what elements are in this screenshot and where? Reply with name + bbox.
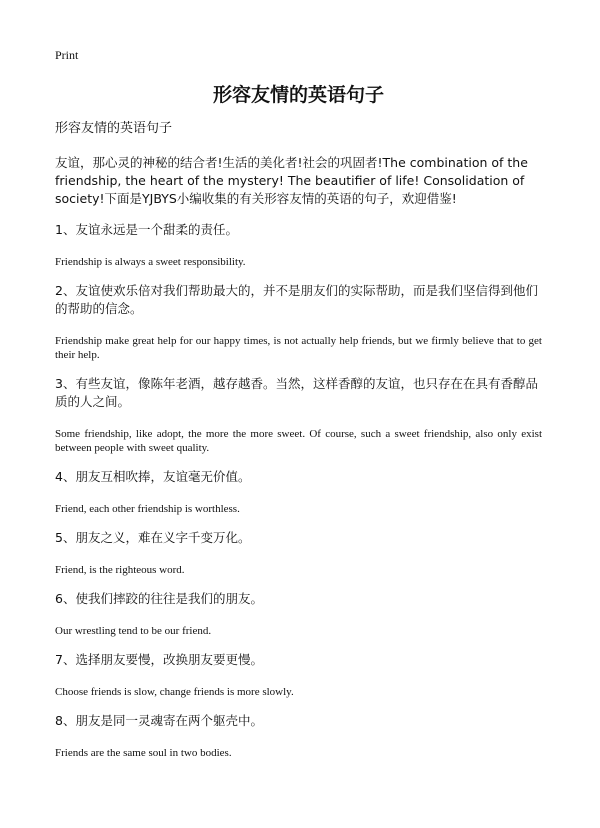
quote-chinese: 6、使我们摔跤的往往是我们的朋友。 bbox=[55, 591, 263, 606]
quote-chinese: 3、有些友谊，像陈年老酒，越存越香。当然，这样香醇的友谊，也只存在在具有香醇品质的人之间。 bbox=[55, 376, 538, 409]
intro-paragraph: 友谊，那心灵的神秘的结合者!生活的美化者!社会的巩固者!The combination of the friendship, the heart of the mystery! The beautifier of life! Consolidation of society!下面是YJBYS小编收集的有关形容友情的英语的句子，欢迎借鉴! bbox=[55, 155, 528, 206]
quote-english: Friend, each other friendship is worthless. bbox=[55, 503, 240, 515]
quote-item bbox=[55, 590, 542, 638]
quote-chinese: 4、朋友互相吹捧，友谊毫无价值。 bbox=[55, 469, 251, 484]
quote-english: Choose friends is slow, change friends is more slowly. bbox=[55, 686, 294, 698]
quote-item bbox=[55, 529, 542, 577]
quote-item bbox=[55, 468, 542, 516]
quote-chinese: 2、友谊使欢乐倍对我们帮助最大的，并不是朋友们的实际帮助，而是我们坚信得到他们的帮助的信念。 bbox=[55, 283, 538, 316]
quote-item bbox=[55, 712, 542, 760]
quote-english: Some friendship, like adopt, the more the more sweet. Of course, such a sweet friendship, also only exist between people with sweet quality. bbox=[55, 428, 542, 454]
quote-chinese: 7、选择朋友要慢，改换朋友要更慢。 bbox=[55, 652, 263, 667]
quote-chinese: 8、朋友是同一灵魂寄在两个躯壳中。 bbox=[55, 713, 263, 728]
quote-item bbox=[55, 282, 542, 362]
document-subtitle: 形容友情的英语句子 bbox=[55, 121, 173, 136]
quote-chinese: 1、友谊永远是一个甜柔的责任。 bbox=[55, 222, 238, 237]
quote-item bbox=[55, 375, 542, 455]
quote-english: Friendship make great help for our happy times, is not actually help friends, but we firmly believe that to get their help. bbox=[55, 335, 542, 361]
quote-english: Our wrestling tend to be our friend. bbox=[55, 625, 212, 637]
quote-english: Friends are the same soul in two bodies. bbox=[55, 747, 232, 759]
print-label: Print bbox=[55, 48, 79, 62]
quote-item bbox=[55, 651, 542, 699]
quote-english: Friend, is the righteous word. bbox=[55, 564, 185, 576]
page-title: 形容友情的英语句子 bbox=[212, 84, 384, 106]
quote-chinese: 5、朋友之义，难在义字千变万化。 bbox=[55, 530, 251, 545]
quote-list bbox=[55, 221, 542, 760]
quote-english: Friendship is always a sweet responsibility. bbox=[55, 256, 246, 268]
quote-item bbox=[55, 221, 542, 269]
